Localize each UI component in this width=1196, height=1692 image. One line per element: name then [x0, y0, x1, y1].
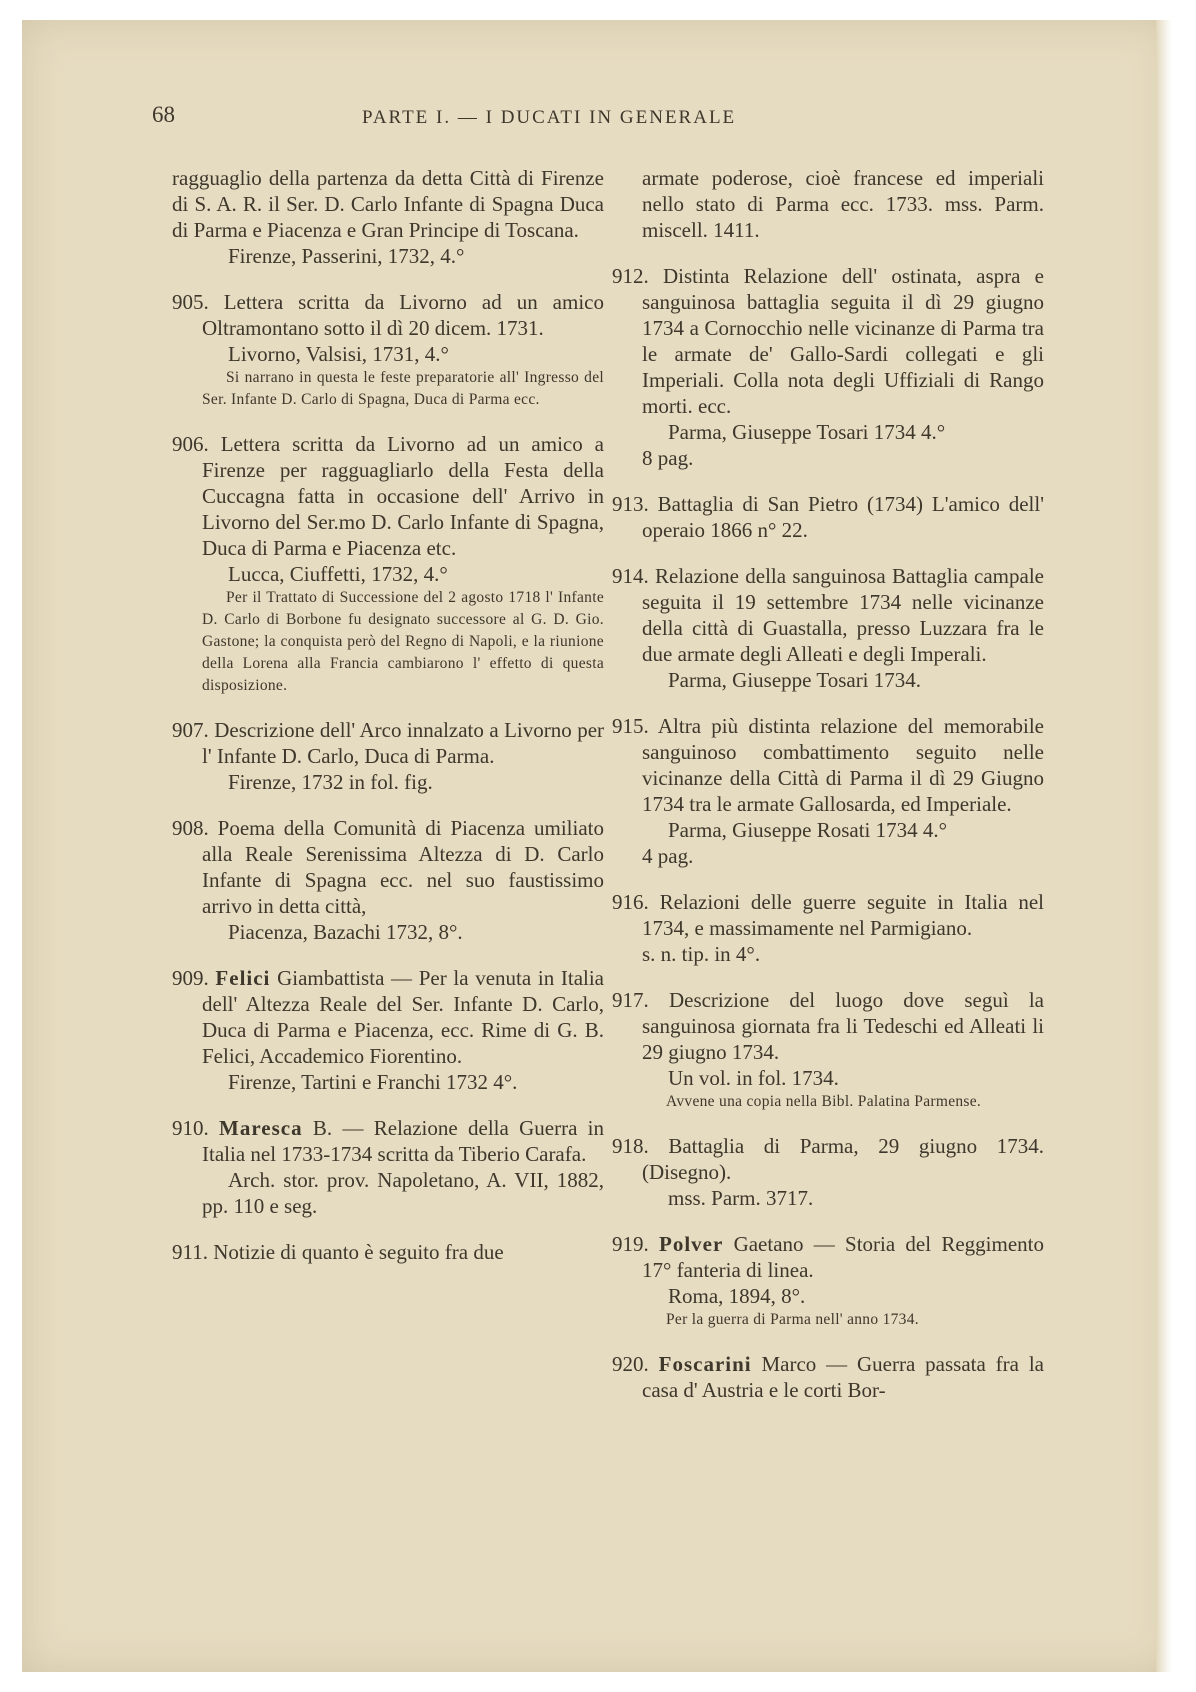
entry-text: Marco — Guerra passata fra la casa d' Austria e le corti Bor-: [642, 1352, 1044, 1402]
entry-body: [612, 1351, 1044, 1403]
entry-number: 913.: [612, 492, 649, 516]
entry-note: Per la guerra di Parma nell' anno 1734.: [666, 1311, 919, 1328]
entry-text: B. — Relazione della Guerra in Italia nel 1733-1734 scritta da Tiberio Carafa.: [202, 1116, 605, 1166]
entry-continuation: [612, 165, 1044, 243]
entry-text: Lettera scritta da Livorno ad un amico a Firenze per ragguagliarlo della Festa della Cuccagna fatta in occasione dell' Arrivo in Livorno del Ser.mo D. Carlo Infante di Spagna, Duca di Parma e Piacenza etc.: [202, 432, 604, 560]
entry-imprint: Firenze, 1732 in fol. fig.: [228, 770, 433, 794]
entry-text: Battaglia di San Pietro (1734) L'amico dell' operaio 1866 n° 22.: [642, 492, 1044, 542]
entry-body: [172, 1115, 604, 1167]
entry-916: [612, 889, 1044, 967]
entry-note: Per il Trattato di Successione del 2 agosto 1718 l' Infante D. Carlo di Borbone fu designato successore al G. D. Gio. Gastone; la conquista però del Regno di Napoli, e la riunione della Lorena alla Francia cambiarono l' effetto di questa disposizione.: [202, 589, 604, 694]
entry-imprint: Un vol. in fol. 1734.: [668, 1066, 839, 1090]
entry-imprint: Parma, Giuseppe Rosati 1734 4.°: [668, 818, 948, 842]
entry-imprint: Firenze, Passerini, 1732, 4.°: [228, 244, 465, 268]
scanned-page: [22, 20, 1172, 1672]
entry-number: 916.: [612, 890, 649, 914]
entry-number: 917.: [612, 988, 649, 1012]
entry-body: [172, 289, 604, 341]
entry-body: [172, 815, 604, 919]
entry-text: armate poderose, cioè francese ed imperiali nello stato di Parma ecc. 1733. mss. Parm. miscell. 1411.: [642, 166, 1044, 242]
entry-imprint: Livorno, Valsisi, 1731, 4.°: [228, 342, 449, 366]
left-column: [172, 165, 604, 1285]
entry-imprint-pages: 8 pag.: [642, 446, 694, 470]
entry-915: [612, 713, 1044, 869]
entry-body: [172, 965, 604, 1069]
entry-body: [612, 713, 1044, 817]
entry-text: Battaglia di Parma, 29 giugno 1734. (Disegno).: [642, 1134, 1045, 1184]
entry-911: [172, 1239, 604, 1265]
page-number: 68: [152, 102, 175, 127]
page-header: [152, 102, 1132, 138]
right-column: [612, 165, 1044, 1423]
entry-text: ragguaglio della partenza da detta Città di Firenze di S. A. R. il Ser. D. Carlo Infante di Spagna Duca di Parma e Piacenza e Gran Principe di Toscana.: [172, 166, 604, 242]
entry-text: Giambattista — Per la venuta in Italia dell' Altezza Reale del Ser. Infante D. Carlo, Duca di Parma e Piacenza, ecc. Rime di G. B. Felici, Accademico Fiorentino.: [202, 966, 604, 1068]
entry-920: [612, 1351, 1044, 1403]
entry-number: 914.: [612, 564, 649, 588]
entry-imprint: Parma, Giuseppe Tosari 1734.: [668, 668, 922, 692]
entry-number: 909.: [172, 966, 209, 990]
entry-imprint: Firenze, Tartini e Franchi 1732 4°.: [228, 1070, 518, 1094]
entry-imprint: Lucca, Ciuffetti, 1732, 4.°: [228, 562, 448, 586]
entry-907: [172, 717, 604, 795]
entry-body: [612, 1231, 1044, 1283]
entry-906: [172, 431, 604, 697]
entry-number: 905.: [172, 290, 209, 314]
entry-imprint: Arch. stor. prov. Napoletano, A. VII, 1882, pp. 110 e seg.: [202, 1168, 604, 1218]
entry-body: [612, 1133, 1044, 1185]
entry-imprint: Roma, 1894, 8°.: [668, 1284, 806, 1308]
entry-imprint: Piacenza, Bazachi 1732, 8°.: [228, 920, 463, 944]
entry-910: [172, 1115, 604, 1219]
entry-note: Avvene una copia nella Bibl. Palatina Parmense.: [666, 1093, 982, 1110]
entry-body: [612, 263, 1044, 419]
entry-number: 908.: [172, 816, 209, 840]
entry-text: Poema della Comunità di Piacenza umiliato alla Reale Serenissima Altezza di D. Carlo Infante di Spagna ecc. nel suo faustissimo arrivo in detta città,: [202, 816, 604, 918]
entry-author: Felici: [215, 966, 271, 990]
entry-body: [172, 431, 604, 561]
entry-body: [172, 1239, 604, 1265]
entry-body: [612, 889, 1044, 941]
entry-text: Altra più distinta relazione del memorabile sanguinoso combattimento seguito nelle vicinanze della Città di Parma il dì 29 Giugno 1734 tra le armate Gallosarda, ed Imperiale.: [642, 714, 1044, 816]
entry-body: [612, 563, 1044, 667]
entry-913: [612, 491, 1044, 543]
page-edge: [1156, 20, 1172, 1672]
entry-author: Foscarini: [658, 1352, 752, 1376]
entry-914: [612, 563, 1044, 693]
entry-number: 918.: [612, 1134, 649, 1158]
entry-imprint: s. n. tip. in 4°.: [642, 942, 761, 966]
entry-text: Descrizione del luogo dove seguì la sanguinosa giornata fra li Tedeschi ed Alleati li 29 giugno 1734.: [642, 988, 1045, 1064]
entry-908: [172, 815, 604, 945]
entry-918: [612, 1133, 1044, 1211]
entry-imprint: mss. Parm. 3717.: [668, 1186, 814, 1210]
entry-author: Maresca: [219, 1116, 303, 1140]
entry-text: Relazioni delle guerre seguite in Italia nel 1734, e massimamente nel Parmigiano.: [642, 890, 1045, 940]
entry-author: Polver: [659, 1232, 724, 1256]
entry-number: 920.: [612, 1352, 649, 1376]
entry-text: Distinta Relazione dell' ostinata, aspra e sanguinosa battaglia seguita il dì 29 giugno 1734 a Cornocchio nelle vicinanze di Parma tra le armate de' Gallo-Sardi collegati e gli Imperiali. Colla nota degli Uffiziali di Rango morti. ecc.: [642, 264, 1044, 418]
entry-text: Lettera scritta da Livorno ad un amico Oltramontano sotto il dì 20 dicem. 1731.: [202, 290, 604, 340]
entry-917: [612, 987, 1044, 1113]
entry-imprint: Parma, Giuseppe Tosari 1734 4.°: [668, 420, 946, 444]
entry-number: 915.: [612, 714, 649, 738]
entry-number: 919.: [612, 1232, 649, 1256]
entry-imprint-pages: 4 pag.: [642, 844, 694, 868]
running-title: PARTE I. — I DUCATI IN GENERALE: [362, 107, 737, 128]
entry-text: Gaetano — Storia del Reggimento 17° fanteria di linea.: [642, 1232, 1044, 1282]
entry-909: [172, 965, 604, 1095]
entry-number: 911.: [172, 1240, 208, 1264]
entry-919: [612, 1231, 1044, 1331]
entry-text: Descrizione dell' Arco innalzato a Livorno per l' Infante D. Carlo, Duca di Parma.: [202, 718, 605, 768]
entry-continuation: [172, 165, 604, 269]
entry-912: [612, 263, 1044, 471]
entry-text: Notizie di quanto è seguito fra due: [213, 1240, 504, 1264]
entry-body: [172, 717, 604, 769]
entry-note: Si narrano in questa le feste preparatorie all' Ingresso del Ser. Infante D. Carlo di Spagna, Duca di Parma ecc.: [202, 369, 604, 408]
entry-body: [612, 987, 1044, 1065]
entry-905: [172, 289, 604, 411]
entry-number: 910.: [172, 1116, 209, 1140]
entry-text: Relazione della sanguinosa Battaglia campale seguita il 19 settembre 1734 nelle vicinanze della città di Guastalla, presso Luzzara fra le due armate degli Alleati e degli Imperali.: [642, 564, 1044, 666]
entry-body: [612, 491, 1044, 543]
entry-number: 906.: [172, 432, 209, 456]
entry-number: 912.: [612, 264, 649, 288]
entry-number: 907.: [172, 718, 209, 742]
